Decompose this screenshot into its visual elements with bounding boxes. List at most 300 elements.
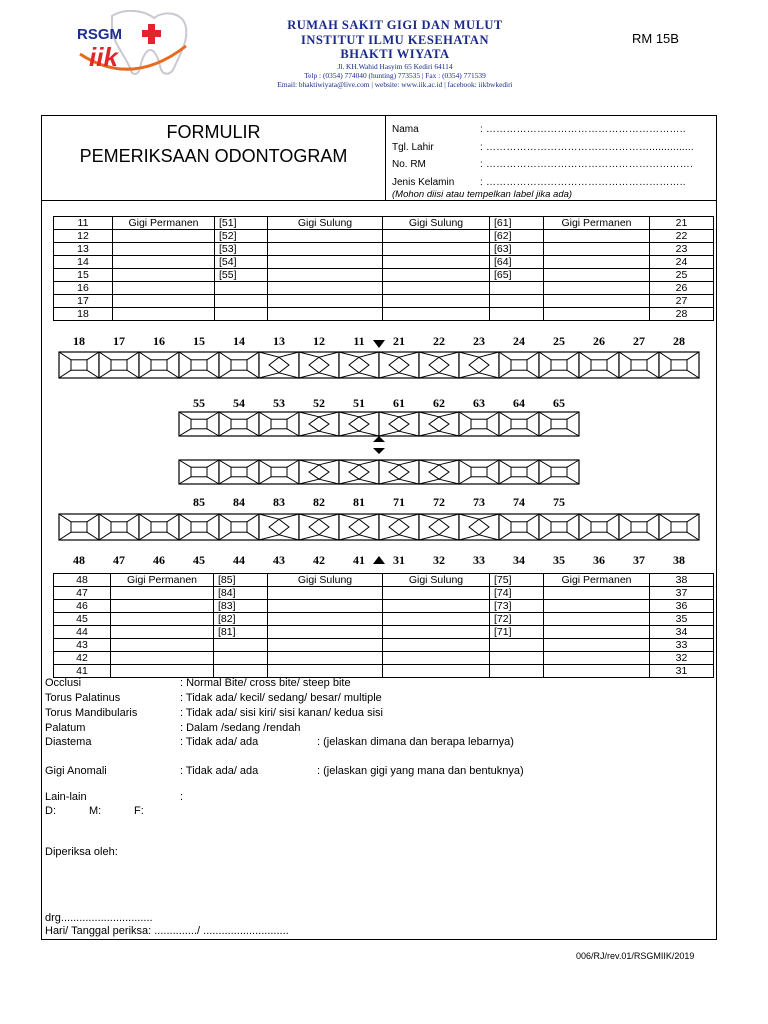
lower-table-cell[interactable] bbox=[383, 665, 490, 678]
tooth-box-rect[interactable] bbox=[99, 514, 139, 540]
tooth-box-diamond[interactable] bbox=[299, 352, 339, 378]
tooth-number: 15 bbox=[193, 334, 205, 348]
upper-table-cell: 11 bbox=[54, 217, 113, 230]
tooth-box-rect[interactable] bbox=[659, 352, 699, 378]
tooth-number: 28 bbox=[673, 334, 685, 348]
address-line-3: Email: bhaktiwiyata@live.com | website: www.iik.ac.id | facebook: iikbwkediri bbox=[277, 80, 513, 89]
tooth-number: 47 bbox=[113, 553, 125, 567]
lower-table-cell[interactable] bbox=[383, 587, 490, 600]
tooth-number: 14 bbox=[233, 334, 245, 348]
examiner-label: Diperiksa oleh: bbox=[45, 846, 118, 858]
upper-table-cell[interactable] bbox=[383, 243, 490, 256]
upper-table-cell: 23 bbox=[650, 243, 714, 256]
lower-table-cell: 36 bbox=[650, 600, 714, 613]
upper-table-cell[interactable] bbox=[113, 308, 215, 321]
tooth-box-rect[interactable] bbox=[459, 460, 499, 484]
lower-table-cell: 32 bbox=[650, 652, 714, 665]
upper-table-row bbox=[54, 217, 714, 230]
lower-table-cell[interactable] bbox=[383, 600, 490, 613]
tooth-box-rect[interactable] bbox=[99, 352, 139, 378]
lower-table-row bbox=[54, 665, 714, 678]
diastema-label: Diastema bbox=[45, 736, 92, 748]
lower-table-cell: 44 bbox=[54, 626, 111, 639]
upper-table-cell[interactable] bbox=[215, 282, 268, 295]
tooth-box-diamond[interactable] bbox=[379, 412, 419, 436]
lower-table-cell: Gigi Permanen bbox=[111, 574, 214, 587]
dmf-m-label: M: bbox=[89, 805, 102, 817]
lower-table-cell: [72] bbox=[490, 613, 544, 626]
lower-table-cell[interactable] bbox=[268, 665, 383, 678]
upper-table-cell: [52] bbox=[215, 230, 268, 243]
tooth-number: 52 bbox=[313, 396, 325, 410]
up-arrow-icon bbox=[373, 436, 385, 442]
hospital-name-line-2: INSTITUT ILMU KESEHATAN bbox=[301, 33, 489, 47]
upper-table-cell[interactable] bbox=[383, 256, 490, 269]
patient-note: (Mohon diisi atau tempelkan label jika ada) bbox=[392, 189, 573, 200]
upper-table-row bbox=[54, 282, 714, 295]
lower-table-cell[interactable] bbox=[111, 626, 214, 639]
upper-table-cell: 14 bbox=[54, 256, 113, 269]
tooth-box-diamond[interactable] bbox=[459, 514, 499, 540]
lower-table-cell: [81] bbox=[214, 626, 268, 639]
upper-table-cell: [65] bbox=[490, 269, 544, 282]
lower-table-cell[interactable] bbox=[490, 665, 544, 678]
form-title-line-1: FORMULIR bbox=[166, 122, 261, 142]
upper-table-cell: 25 bbox=[650, 269, 714, 282]
upper-table-cell[interactable] bbox=[215, 295, 268, 308]
tooth-number: 75 bbox=[553, 495, 565, 509]
upper-table-cell: Gigi Permanen bbox=[544, 217, 650, 230]
upper-table-cell[interactable] bbox=[490, 308, 544, 321]
tooth-number: 24 bbox=[513, 334, 525, 348]
lower-table-row bbox=[54, 587, 714, 600]
tooth-logo-icon bbox=[62, 10, 192, 80]
address-line-2: Telp : (0354) 774040 (hunting) 773535 | Fax : (0354) 771539 bbox=[304, 71, 486, 80]
upper-table-cell[interactable] bbox=[268, 308, 383, 321]
tooth-number: 55 bbox=[193, 396, 205, 410]
torus-palatinus-label: Torus Palatinus bbox=[45, 692, 121, 704]
upper-table-cell: [62] bbox=[490, 230, 544, 243]
patient-gender-field[interactable]: : ………………………………………………….. bbox=[480, 177, 686, 188]
tooth-box-rect[interactable] bbox=[59, 514, 99, 540]
upper-table-cell: 12 bbox=[54, 230, 113, 243]
lower-table-cell: 43 bbox=[54, 639, 111, 652]
tooth-box-rect[interactable] bbox=[459, 412, 499, 436]
tooth-box-rect[interactable] bbox=[219, 460, 259, 484]
tooth-number: 54 bbox=[233, 396, 245, 410]
patient-rm-field[interactable]: : ……………………………………………………. bbox=[480, 159, 693, 170]
upper-table-cell: [54] bbox=[215, 256, 268, 269]
tooth-number: 82 bbox=[313, 495, 325, 509]
palatum-options[interactable]: : Dalam /sedang /rendah bbox=[180, 722, 301, 734]
hospital-name-line-3: BHAKTI WIYATA bbox=[340, 47, 450, 61]
palatum-label: Palatum bbox=[45, 722, 86, 734]
upper-table-cell[interactable] bbox=[544, 269, 650, 282]
lower-table-cell: [75] bbox=[490, 574, 544, 587]
upper-table-cell[interactable] bbox=[544, 282, 650, 295]
upper-table-cell[interactable] bbox=[490, 282, 544, 295]
gigi-anomali-options[interactable]: : Tidak ada/ ada bbox=[180, 765, 259, 777]
patient-rm-label: No. RM bbox=[392, 159, 426, 170]
upper-table-cell: [53] bbox=[215, 243, 268, 256]
lower-table-cell: 48 bbox=[54, 574, 111, 587]
lower-table-cell: 41 bbox=[54, 665, 111, 678]
diastema-note: : (jelaskan dimana dan berapa lebarnya) bbox=[317, 736, 514, 748]
tooth-box-diamond[interactable] bbox=[299, 412, 339, 436]
upper-teeth-table bbox=[53, 216, 714, 321]
lower-table-cell: 45 bbox=[54, 613, 111, 626]
lower-table-cell: 34 bbox=[650, 626, 714, 639]
upper-table-cell[interactable] bbox=[383, 308, 490, 321]
upper-table-row bbox=[54, 269, 714, 282]
upper-table-cell: [51] bbox=[215, 217, 268, 230]
up-arrow-icon bbox=[373, 556, 385, 564]
upper-table-cell: 22 bbox=[650, 230, 714, 243]
patient-gender-label: Jenis Kelamin bbox=[392, 177, 455, 188]
upper-table-cell[interactable] bbox=[268, 269, 383, 282]
tooth-number: 74 bbox=[513, 495, 525, 509]
lower-table-cell: Gigi Sulung bbox=[383, 574, 490, 587]
upper-table-cell[interactable] bbox=[544, 243, 650, 256]
tooth-number: 34 bbox=[513, 553, 525, 567]
lower-table-row bbox=[54, 652, 714, 665]
tooth-number: 38 bbox=[673, 553, 685, 567]
tooth-box-diamond[interactable] bbox=[299, 460, 339, 484]
document-code: 006/RJ/rev.01/RSGMIIK/2019 bbox=[576, 951, 695, 961]
lower-table-cell[interactable] bbox=[544, 587, 650, 600]
tooth-box-rect[interactable] bbox=[499, 412, 539, 436]
tooth-number: 72 bbox=[433, 495, 445, 509]
upper-table-cell[interactable] bbox=[268, 230, 383, 243]
tooth-number: 65 bbox=[553, 396, 565, 410]
tooth-box-rect[interactable] bbox=[59, 352, 99, 378]
tooth-number: 33 bbox=[473, 553, 485, 567]
lain-lain-label: Lain-lain bbox=[45, 791, 87, 803]
tooth-number: 25 bbox=[553, 334, 565, 348]
upper-table-cell: 21 bbox=[650, 217, 714, 230]
patient-dob-label: Tgl. Lahir bbox=[392, 142, 434, 153]
lower-teeth-table bbox=[53, 573, 714, 678]
lower-table-cell[interactable] bbox=[383, 626, 490, 639]
tooth-box-diamond[interactable] bbox=[339, 352, 379, 378]
upper-table-cell: 24 bbox=[650, 256, 714, 269]
tooth-number: 37 bbox=[633, 553, 645, 567]
tooth-box-rect[interactable] bbox=[179, 412, 219, 436]
tooth-box-diamond[interactable] bbox=[419, 412, 459, 436]
tooth-number: 22 bbox=[433, 334, 445, 348]
tooth-number: 36 bbox=[593, 553, 605, 567]
lower-table-cell: [85] bbox=[214, 574, 268, 587]
lower-table-cell[interactable] bbox=[490, 639, 544, 652]
tooth-box-diamond[interactable] bbox=[459, 352, 499, 378]
tooth-number: 23 bbox=[473, 334, 485, 348]
tooth-box-rect[interactable] bbox=[179, 460, 219, 484]
tooth-number: 62 bbox=[433, 396, 445, 410]
tooth-number: 31 bbox=[393, 553, 405, 567]
dmf-d-label: D: bbox=[45, 805, 56, 817]
hospital-name-line-1: RUMAH SAKIT GIGI DAN MULUT bbox=[287, 18, 503, 32]
tooth-number: 85 bbox=[193, 495, 205, 509]
lower-table-cell[interactable] bbox=[214, 639, 268, 652]
tooth-number: 51 bbox=[353, 396, 365, 410]
lower-table-cell: 42 bbox=[54, 652, 111, 665]
tooth-box-diamond[interactable] bbox=[339, 460, 379, 484]
lower-table-cell[interactable] bbox=[111, 613, 214, 626]
lower-table-cell[interactable] bbox=[214, 652, 268, 665]
tooth-box-rect[interactable] bbox=[219, 514, 259, 540]
tooth-number: 63 bbox=[473, 396, 485, 410]
lower-table-cell[interactable] bbox=[268, 626, 383, 639]
upper-table-cell: 17 bbox=[54, 295, 113, 308]
lower-table-cell[interactable] bbox=[544, 639, 650, 652]
lower-table-cell[interactable] bbox=[268, 639, 383, 652]
tooth-box-rect[interactable] bbox=[539, 412, 579, 436]
tooth-box-rect[interactable] bbox=[139, 514, 179, 540]
tooth-number: 45 bbox=[193, 553, 205, 567]
tooth-number: 73 bbox=[473, 495, 485, 509]
lower-table-cell: 37 bbox=[650, 587, 714, 600]
upper-table-cell[interactable] bbox=[544, 256, 650, 269]
upper-table-cell[interactable] bbox=[383, 282, 490, 295]
upper-table-cell: 26 bbox=[650, 282, 714, 295]
upper-table-cell: [64] bbox=[490, 256, 544, 269]
upper-table-cell[interactable] bbox=[268, 282, 383, 295]
lower-table-cell[interactable] bbox=[544, 613, 650, 626]
lower-table-cell: [83] bbox=[214, 600, 268, 613]
hospital-logo bbox=[62, 10, 192, 80]
lower-table-cell: 35 bbox=[650, 613, 714, 626]
upper-table-cell: 18 bbox=[54, 308, 113, 321]
tooth-box-rect[interactable] bbox=[619, 352, 659, 378]
upper-table-cell[interactable] bbox=[113, 295, 215, 308]
upper-table-cell[interactable] bbox=[268, 256, 383, 269]
tooth-box-diamond[interactable] bbox=[419, 460, 459, 484]
lower-table-cell[interactable] bbox=[383, 613, 490, 626]
dmf-f-label: F: bbox=[134, 805, 144, 817]
lower-table-cell[interactable] bbox=[111, 639, 214, 652]
lower-table-row bbox=[54, 574, 714, 587]
tooth-number: 71 bbox=[393, 495, 405, 509]
upper-table-row bbox=[54, 230, 714, 243]
tooth-number: 13 bbox=[273, 334, 285, 348]
tooth-number: 61 bbox=[393, 396, 405, 410]
tooth-number: 27 bbox=[633, 334, 645, 348]
lower-table-cell: Gigi Sulung bbox=[268, 574, 383, 587]
tooth-box-diamond[interactable] bbox=[339, 514, 379, 540]
upper-table-cell: Gigi Sulung bbox=[383, 217, 490, 230]
diastema-options[interactable]: : Tidak ada/ ada bbox=[180, 736, 259, 748]
lower-table-cell: 31 bbox=[650, 665, 714, 678]
lower-table-cell: [74] bbox=[490, 587, 544, 600]
tooth-number: 43 bbox=[273, 553, 285, 567]
upper-table-cell[interactable] bbox=[490, 295, 544, 308]
upper-table-cell: [63] bbox=[490, 243, 544, 256]
lower-table-cell: [84] bbox=[214, 587, 268, 600]
upper-table-cell[interactable] bbox=[113, 256, 215, 269]
logo-subtext: iik bbox=[89, 42, 118, 72]
tooth-number: 26 bbox=[593, 334, 605, 348]
lower-table-row bbox=[54, 600, 714, 613]
form-title-line-2: PEMERIKSAAN ODONTOGRAM bbox=[79, 146, 348, 166]
tooth-box-rect[interactable] bbox=[499, 514, 539, 540]
lower-table-row bbox=[54, 639, 714, 652]
lain-lain-field[interactable]: : bbox=[180, 791, 184, 803]
tooth-box-rect[interactable] bbox=[499, 460, 539, 484]
tooth-box-rect[interactable] bbox=[259, 460, 299, 484]
upper-table-cell[interactable] bbox=[383, 230, 490, 243]
tooth-number: 17 bbox=[113, 334, 125, 348]
torus-palatinus-options[interactable]: : Tidak ada/ kecil/ sedang/ besar/ multiple bbox=[180, 692, 382, 704]
tooth-number: 48 bbox=[73, 553, 85, 567]
patient-name-label: Nama bbox=[392, 124, 419, 135]
tooth-number: 46 bbox=[153, 553, 165, 567]
tooth-number: 44 bbox=[233, 553, 245, 567]
lower-table-cell: 38 bbox=[650, 574, 714, 587]
tooth-box-rect[interactable] bbox=[219, 352, 259, 378]
lower-table-cell[interactable] bbox=[268, 600, 383, 613]
lower-table-cell[interactable] bbox=[544, 665, 650, 678]
tooth-number: 53 bbox=[273, 396, 285, 410]
tooth-box-diamond[interactable] bbox=[259, 352, 299, 378]
lower-table-row bbox=[54, 626, 714, 639]
upper-table-row bbox=[54, 308, 714, 321]
tooth-box-diamond[interactable] bbox=[419, 514, 459, 540]
lower-table-cell[interactable] bbox=[544, 652, 650, 665]
lower-table-cell[interactable] bbox=[111, 600, 214, 613]
upper-table-cell: Gigi Permanen bbox=[113, 217, 215, 230]
tooth-box-rect[interactable] bbox=[219, 412, 259, 436]
exam-date-field[interactable]: Hari/ Tanggal periksa: ............../ ............................ bbox=[45, 925, 289, 937]
lower-table-row bbox=[54, 613, 714, 626]
tooth-box-rect[interactable] bbox=[539, 514, 579, 540]
upper-table-cell: [55] bbox=[215, 269, 268, 282]
patient-name-field[interactable]: : ………………………………………………….. bbox=[480, 124, 686, 135]
tooth-box-rect[interactable] bbox=[659, 514, 699, 540]
lower-table-cell: 33 bbox=[650, 639, 714, 652]
upper-table-cell[interactable] bbox=[544, 308, 650, 321]
tooth-number: 12 bbox=[313, 334, 325, 348]
lower-table-cell[interactable] bbox=[383, 639, 490, 652]
tooth-box-diamond[interactable] bbox=[379, 352, 419, 378]
lower-table-cell[interactable] bbox=[111, 587, 214, 600]
tooth-box-rect[interactable] bbox=[139, 352, 179, 378]
tooth-number: 18 bbox=[73, 334, 85, 348]
upper-table-row bbox=[54, 295, 714, 308]
tooth-number: 35 bbox=[553, 553, 565, 567]
occlusi-label: Occlusi bbox=[45, 677, 82, 689]
tooth-box-diamond[interactable] bbox=[259, 514, 299, 540]
address-line-1: Jl. KH.Wahid Hasyim 65 Kediri 64114 bbox=[337, 62, 453, 71]
tooth-number: 81 bbox=[353, 495, 365, 509]
upper-table-cell[interactable] bbox=[383, 295, 490, 308]
upper-table-cell[interactable] bbox=[113, 230, 215, 243]
tooth-number: 11 bbox=[353, 334, 365, 348]
lower-table-cell[interactable] bbox=[111, 665, 214, 678]
tooth-number: 32 bbox=[433, 553, 445, 567]
lower-table-cell[interactable] bbox=[268, 587, 383, 600]
tooth-box-rect[interactable] bbox=[179, 352, 219, 378]
upper-table-cell[interactable] bbox=[113, 243, 215, 256]
tooth-box-rect[interactable] bbox=[579, 352, 619, 378]
upper-table-cell[interactable] bbox=[268, 243, 383, 256]
dentist-signature-field[interactable]: drg.............................. bbox=[45, 912, 153, 924]
tooth-number: 42 bbox=[313, 553, 325, 567]
tooth-number: 21 bbox=[393, 334, 405, 348]
odontogram-chart bbox=[53, 330, 713, 570]
tooth-number: 41 bbox=[353, 553, 365, 567]
upper-table-cell: 15 bbox=[54, 269, 113, 282]
tooth-box-diamond[interactable] bbox=[339, 412, 379, 436]
upper-table-row bbox=[54, 243, 714, 256]
patient-dob-field[interactable]: : …………………………………………............... bbox=[480, 142, 694, 153]
tooth-number: 83 bbox=[273, 495, 285, 509]
upper-table-cell[interactable] bbox=[383, 269, 490, 282]
logo-text: RSGM bbox=[77, 26, 122, 43]
lower-table-cell[interactable] bbox=[490, 652, 544, 665]
lower-table-cell[interactable] bbox=[268, 652, 383, 665]
upper-table-cell[interactable] bbox=[544, 230, 650, 243]
torus-mandibularis-label: Torus Mandibularis bbox=[45, 707, 138, 719]
upper-table-cell[interactable] bbox=[544, 295, 650, 308]
tooth-box-diamond[interactable] bbox=[299, 514, 339, 540]
lower-table-cell: 47 bbox=[54, 587, 111, 600]
form-code: RM 15B bbox=[632, 31, 679, 46]
torus-mandibularis-options[interactable]: : Tidak ada/ sisi kiri/ sisi kanan/ kedua sisi bbox=[180, 707, 383, 719]
tooth-box-rect[interactable] bbox=[179, 514, 219, 540]
tooth-box-rect[interactable] bbox=[619, 514, 659, 540]
tooth-box-rect[interactable] bbox=[499, 352, 539, 378]
upper-table-cell: [61] bbox=[490, 217, 544, 230]
upper-table-cell[interactable] bbox=[215, 308, 268, 321]
upper-table-cell[interactable] bbox=[268, 295, 383, 308]
lower-table-cell: Gigi Permanen bbox=[544, 574, 650, 587]
upper-table-cell[interactable] bbox=[113, 269, 215, 282]
tooth-box-rect[interactable] bbox=[579, 514, 619, 540]
tooth-number: 84 bbox=[233, 495, 245, 509]
tooth-box-rect[interactable] bbox=[259, 412, 299, 436]
upper-table-cell: 27 bbox=[650, 295, 714, 308]
tooth-box-rect[interactable] bbox=[539, 460, 579, 484]
tooth-number: 64 bbox=[513, 396, 525, 410]
lower-table-cell[interactable] bbox=[544, 600, 650, 613]
lower-table-cell: [71] bbox=[490, 626, 544, 639]
lower-table-cell[interactable] bbox=[111, 652, 214, 665]
tooth-box-diamond[interactable] bbox=[379, 460, 419, 484]
lower-table-cell: [82] bbox=[214, 613, 268, 626]
tooth-box-diamond[interactable] bbox=[379, 514, 419, 540]
lower-table-cell[interactable] bbox=[383, 652, 490, 665]
lower-table-cell[interactable] bbox=[214, 665, 268, 678]
upper-table-row bbox=[54, 256, 714, 269]
gigi-anomali-label: Gigi Anomali bbox=[45, 765, 107, 777]
upper-table-cell: 16 bbox=[54, 282, 113, 295]
tooth-box-rect[interactable] bbox=[539, 352, 579, 378]
lower-table-cell[interactable] bbox=[268, 613, 383, 626]
lower-table-cell: [73] bbox=[490, 600, 544, 613]
occlusi-options[interactable]: : Normal Bite/ cross bite/ steep bite bbox=[180, 677, 351, 689]
upper-table-cell[interactable] bbox=[113, 282, 215, 295]
upper-table-cell: 28 bbox=[650, 308, 714, 321]
upper-table-cell: Gigi Sulung bbox=[268, 217, 383, 230]
upper-table-cell: 13 bbox=[54, 243, 113, 256]
tooth-number: 16 bbox=[153, 334, 165, 348]
lower-table-cell[interactable] bbox=[544, 626, 650, 639]
down-arrow-icon bbox=[373, 340, 385, 348]
gigi-anomali-note: : (jelaskan gigi yang mana dan bentuknya) bbox=[317, 765, 524, 777]
lower-table-cell: 46 bbox=[54, 600, 111, 613]
tooth-box-diamond[interactable] bbox=[419, 352, 459, 378]
down-arrow-icon bbox=[373, 448, 385, 454]
